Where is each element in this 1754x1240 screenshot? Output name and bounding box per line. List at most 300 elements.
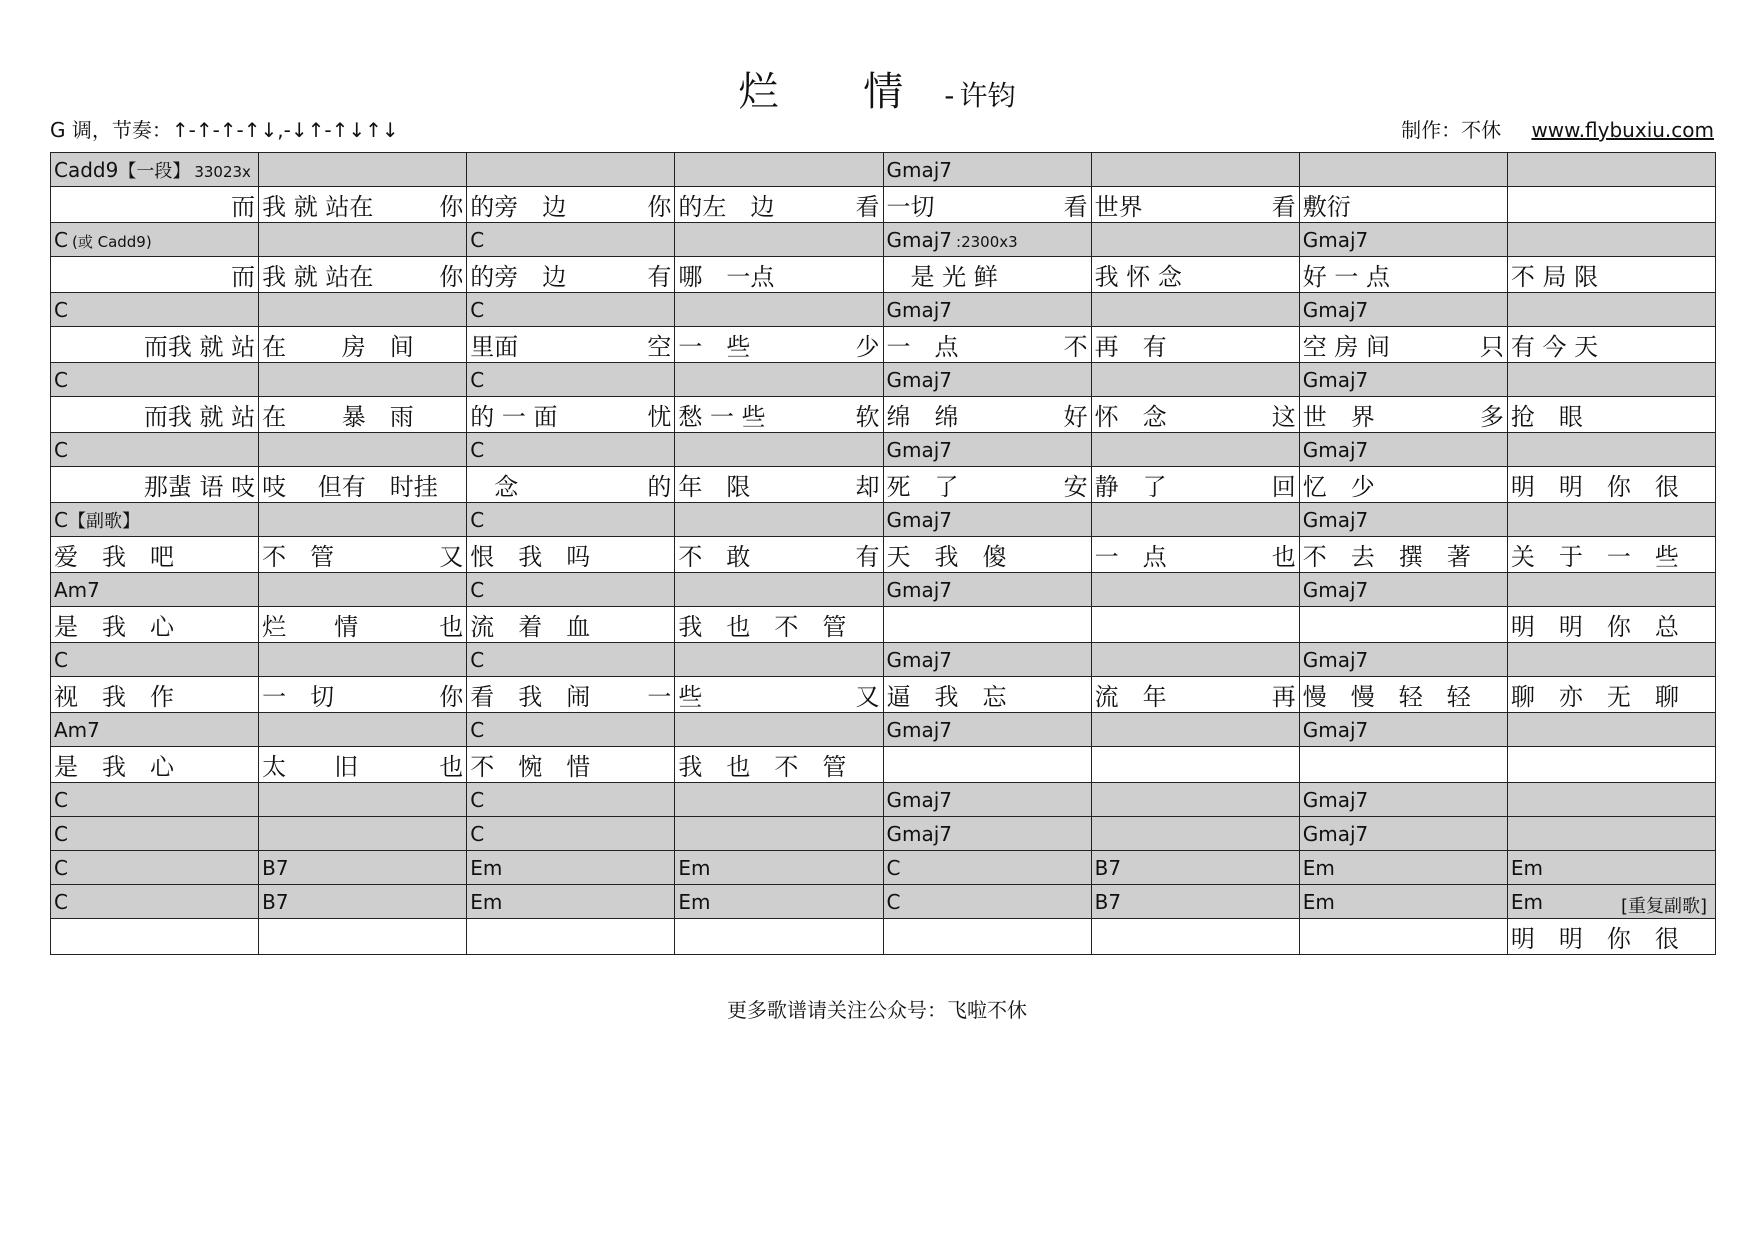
chord-cell (883, 573, 1091, 607)
credit-text: 制作：不休 (1401, 118, 1502, 142)
chord-cell (51, 885, 259, 919)
chord-cell (883, 503, 1091, 537)
chord-cell (467, 293, 675, 327)
chord-name: C (886, 889, 901, 914)
lyric-cell (1091, 397, 1299, 433)
lyric-cell (1299, 919, 1507, 955)
chord-cell (1299, 503, 1507, 537)
chord-cell (675, 433, 883, 467)
lyric-text: 恨 我 吗 (470, 543, 591, 571)
chord-cell (259, 643, 467, 677)
chord-cell (883, 433, 1091, 467)
lyric-cell (1507, 187, 1715, 223)
chord-cell (1507, 293, 1715, 327)
chord-name: C (54, 889, 68, 914)
lyric-cell (1299, 467, 1507, 503)
lyric-row (51, 919, 1716, 955)
chord-name: Em (470, 889, 503, 914)
chord-cell (1507, 433, 1715, 467)
lyric-cell (883, 327, 1091, 363)
lyric-pickup: 却 (855, 473, 880, 501)
chord-name: C (54, 787, 68, 812)
chord-note: (或 Cadd9) (71, 232, 152, 251)
lyric-cell (51, 677, 259, 713)
lyric-text: 一 些 (678, 333, 751, 361)
chord-cell (883, 713, 1091, 747)
chord-cell (467, 223, 675, 257)
key-rhythm-info: G 调，节奏：↑-↑-↑-↑↓,-↓↑-↑↓↑↓ (50, 118, 399, 142)
lyric-pickup: 又 (439, 543, 464, 571)
chord-name: Gmaj7 (1302, 647, 1369, 672)
lyric-cell (675, 607, 883, 643)
chord-cell (259, 573, 467, 607)
lyric-cell (259, 257, 467, 293)
lyric-pickup: 再 (1271, 683, 1296, 711)
chord-name: Gmaj7 (886, 227, 953, 252)
lyric-row (51, 677, 1716, 713)
chord-cell (1507, 573, 1715, 607)
chord-cell (467, 783, 675, 817)
lyric-cell (883, 919, 1091, 955)
chord-row (51, 643, 1716, 677)
lyric-cell (467, 747, 675, 783)
lyric-text: 视 我 作 (54, 683, 174, 711)
chord-cell (883, 817, 1091, 851)
lyric-cell (51, 747, 259, 783)
chord-cell (883, 885, 1091, 919)
chord-cell (1091, 851, 1299, 885)
chord-name: Gmaj7 (886, 297, 953, 322)
chord-cell (1091, 293, 1299, 327)
lyric-cell (675, 467, 883, 503)
lyric-row (51, 397, 1716, 433)
lyric-cell (883, 677, 1091, 713)
lyric-cell (675, 187, 883, 223)
lyric-text: 年 限 (678, 473, 751, 501)
chord-row (51, 433, 1716, 467)
lyric-pickup: 少 (855, 333, 880, 361)
chord-name: C (54, 297, 68, 322)
chord-cell (1091, 885, 1299, 919)
lyric-text: 愁 一 些 (678, 403, 766, 431)
chord-cell (1091, 713, 1299, 747)
lyric-text: 我 就 站在 (262, 263, 374, 291)
chord-name: Gmaj7 (1302, 787, 1369, 812)
lyric-cell (1091, 467, 1299, 503)
lyric-pickup: 你 (439, 263, 464, 291)
lyric-cell (1507, 607, 1715, 643)
lyric-cell (1299, 677, 1507, 713)
chord-cell (467, 643, 675, 677)
lyric-pickup: 你 (439, 193, 464, 221)
chord-row (51, 885, 1716, 919)
chord-name: C (54, 647, 68, 672)
chord-name: Gmaj7 (886, 437, 953, 462)
lyric-cell (675, 537, 883, 573)
lyric-pickup: 你 (439, 683, 464, 711)
chord-row (51, 713, 1716, 747)
lyric-pickup: 不 (1063, 333, 1088, 361)
lyric-pickup: 空 (647, 333, 672, 361)
footer-note: 更多歌谱请关注公众号：飞啦不休 (727, 998, 1027, 1022)
chord-cell (259, 503, 467, 537)
lyric-cell (1299, 187, 1507, 223)
chord-name: C (54, 437, 68, 462)
chord-cell (51, 363, 259, 397)
chord-cell (1299, 223, 1507, 257)
lyric-cell (1299, 257, 1507, 293)
chord-cell (1507, 817, 1715, 851)
chord-row (51, 573, 1716, 607)
chord-name: B7 (1094, 855, 1122, 880)
lyric-text: 明 明 你 总 (1510, 613, 1679, 641)
lyric-text: 太 旧 (262, 753, 359, 781)
chord-cell (675, 153, 883, 187)
chord-cell (259, 153, 467, 187)
lyric-row (51, 257, 1716, 293)
chord-name: Gmaj7 (886, 157, 953, 182)
chord-cell (1507, 363, 1715, 397)
lyric-cell (1507, 747, 1715, 783)
lyric-text: 不 惋 惜 (470, 753, 591, 781)
lyric-cell (467, 327, 675, 363)
chord-cell (1299, 573, 1507, 607)
chord-name: Cadd9 (54, 157, 119, 182)
credits (1401, 114, 1714, 143)
chord-cell (883, 851, 1091, 885)
lyric-cell (1507, 467, 1715, 503)
lyric-pickup: 那蜚 语 吱 (143, 473, 256, 501)
lyric-cell (259, 747, 467, 783)
chord-name: C (54, 855, 68, 880)
chord-cell (675, 573, 883, 607)
lyric-cell (1299, 607, 1507, 643)
lyric-cell (467, 397, 675, 433)
lyric-text: 关 于 一 些 (1510, 543, 1679, 571)
chord-cell (675, 503, 883, 537)
lyric-text: 念 (470, 473, 519, 501)
lyric-text: 一 切 (262, 683, 335, 711)
chord-cell (1299, 885, 1507, 919)
chord-name: Em (1510, 855, 1543, 880)
lyric-cell (1299, 327, 1507, 363)
chord-sheet-table (50, 152, 1716, 955)
lyric-pickup: 有 (647, 263, 672, 291)
repeat-marker: [重复副歌] (1620, 896, 1707, 917)
chord-cell (1091, 153, 1299, 187)
chord-cell (1299, 363, 1507, 397)
lyric-pickup: 也 (439, 613, 464, 641)
lyric-pickup: 又 (855, 683, 880, 711)
lyric-text: 我 也 不 管 (678, 753, 847, 781)
chord-name: C (886, 855, 901, 880)
chord-name: Gmaj7 (1302, 437, 1369, 462)
chord-row (51, 363, 1716, 397)
chord-cell (675, 783, 883, 817)
lyric-pickup: 看 (1271, 193, 1296, 221)
chord-name: Em (678, 889, 711, 914)
chord-cell (51, 817, 259, 851)
chord-cell (675, 817, 883, 851)
chord-cell (1091, 573, 1299, 607)
chord-cell (1091, 433, 1299, 467)
chord-name: Gmaj7 (886, 787, 953, 812)
chord-cell (675, 363, 883, 397)
chord-name: C (470, 507, 485, 532)
chord-name: C (470, 787, 485, 812)
lyric-text: 烂 情 (262, 613, 359, 641)
chord-cell (1507, 153, 1715, 187)
chord-cell (1507, 851, 1715, 885)
chord-name: Gmaj7 (886, 717, 953, 742)
lyric-text: 流 着 血 (470, 613, 591, 641)
chord-cell (1091, 503, 1299, 537)
website-link[interactable]: www.flybuxiu.com (1531, 118, 1714, 142)
lyric-cell (1091, 747, 1299, 783)
chord-cell (675, 223, 883, 257)
lyric-cell (51, 187, 259, 223)
lyric-text: 抢 眼 (1510, 403, 1583, 431)
lyric-cell (883, 747, 1091, 783)
chord-name: B7 (262, 889, 289, 914)
chord-cell (51, 573, 259, 607)
lyric-text: 忆 少 (1302, 473, 1375, 501)
lyric-cell (675, 397, 883, 433)
lyric-pickup: 也 (439, 753, 464, 781)
lyric-cell (259, 467, 467, 503)
chord-name: C (54, 227, 68, 252)
chord-cell (1507, 503, 1715, 537)
chord-cell (467, 153, 675, 187)
lyric-cell (1507, 327, 1715, 363)
lyric-pickup: 安 (1063, 473, 1088, 501)
lyric-text: 慢 慢 轻 轻 (1302, 683, 1471, 711)
lyric-text: 空 房 间 (1302, 333, 1391, 361)
chord-cell (1299, 851, 1507, 885)
lyric-cell (259, 327, 467, 363)
lyric-row (51, 467, 1716, 503)
lyric-text: 不 敢 (678, 543, 751, 571)
lyric-text: 怀 念 (1094, 403, 1167, 431)
chord-name: C (470, 821, 485, 846)
chord-name: Em (1510, 889, 1543, 914)
lyric-cell (467, 919, 675, 955)
chord-cell (1299, 713, 1507, 747)
chord-name: Gmaj7 (886, 367, 953, 392)
chord-cell (675, 643, 883, 677)
chord-name: C (470, 367, 485, 392)
lyric-cell (675, 257, 883, 293)
lyric-text: 逼 我 忘 (886, 683, 1007, 711)
chord-name: B7 (1094, 889, 1122, 914)
chord-cell (259, 713, 467, 747)
lyric-cell (1091, 257, 1299, 293)
song-title: 烂 情 (738, 69, 940, 115)
lyric-cell (883, 397, 1091, 433)
lyric-cell (51, 537, 259, 573)
chord-cell (51, 643, 259, 677)
lyric-text: 不 管 (262, 543, 335, 571)
chord-row (51, 851, 1716, 885)
chord-name: Em (1302, 855, 1335, 880)
lyric-text: 我 怀 念 (1094, 263, 1182, 291)
lyric-text: 吱 但有 时挂 (262, 473, 438, 501)
chord-cell (259, 293, 467, 327)
chord-name: Gmaj7 (1302, 821, 1369, 846)
song-header (0, 60, 1754, 117)
lyric-text: 在 暴 雨 (262, 403, 414, 431)
chord-cell (1507, 223, 1715, 257)
chord-cell (675, 851, 883, 885)
chord-cell (51, 433, 259, 467)
lyric-cell (1299, 537, 1507, 573)
chord-name: C (470, 577, 485, 602)
lyric-pickup: 你 (647, 193, 672, 221)
lyric-text: 不 去 撰 著 (1302, 543, 1471, 571)
lyric-text: 的 一 面 (470, 403, 558, 431)
section-label: 【一段】 (118, 160, 191, 182)
lyric-text: 些 (678, 683, 703, 711)
chord-cell (1507, 713, 1715, 747)
chord-cell (467, 573, 675, 607)
chord-cell (675, 293, 883, 327)
chord-name: C (54, 367, 68, 392)
lyric-pickup: 而 (231, 263, 256, 291)
chord-cell (1091, 643, 1299, 677)
lyric-pickup: 而 (231, 193, 256, 221)
chord-name: Gmaj7 (1302, 577, 1369, 602)
lyric-pickup: 好 (1063, 403, 1088, 431)
chord-name: Gmaj7 (1302, 297, 1369, 322)
lyric-text: 明 明 你 很 (1510, 925, 1679, 953)
chord-name: C (470, 717, 485, 742)
lyric-cell (883, 257, 1091, 293)
lyric-pickup: 的 (647, 473, 672, 501)
lyric-text: 好 一 点 (1302, 263, 1391, 291)
lyric-text: 世 界 (1302, 403, 1375, 431)
lyric-pickup: 看 (1063, 193, 1088, 221)
chord-cell (467, 885, 675, 919)
chord-name: C (470, 437, 485, 462)
chord-cell (1507, 783, 1715, 817)
chord-cell (675, 713, 883, 747)
chord-row (51, 293, 1716, 327)
lyric-pickup: 而我 就 站 (143, 403, 256, 431)
lyric-pickup: 这 (1271, 403, 1296, 431)
lyric-text: 我 也 不 管 (678, 613, 847, 641)
chord-cell (51, 153, 259, 187)
chord-cell (51, 503, 259, 537)
chord-name: C (470, 647, 485, 672)
lyric-cell (1091, 919, 1299, 955)
lyric-pickup: 软 (855, 403, 880, 431)
lyric-text: 是 我 心 (54, 613, 174, 641)
chord-cell (259, 885, 467, 919)
chord-name: B7 (262, 855, 289, 880)
lyric-row (51, 607, 1716, 643)
lyric-cell (1091, 537, 1299, 573)
lyric-text: 一切 (886, 193, 935, 221)
chord-note: :2300x3 (956, 232, 1018, 251)
chord-cell (1299, 433, 1507, 467)
lyric-cell (51, 397, 259, 433)
lyric-cell (51, 919, 259, 955)
chord-name: Em (470, 855, 503, 880)
chord-cell (1299, 783, 1507, 817)
lyric-cell (259, 187, 467, 223)
lyric-text: 死 了 (886, 473, 959, 501)
chord-row (51, 817, 1716, 851)
chord-cell (1091, 223, 1299, 257)
lyric-cell (467, 537, 675, 573)
lyric-row (51, 187, 1716, 223)
lyric-cell (1507, 397, 1715, 433)
chord-name: C (54, 507, 68, 532)
chord-cell (883, 363, 1091, 397)
section-label: 【副歌】 (67, 510, 140, 532)
lyric-cell (1507, 677, 1715, 713)
chord-cell (1507, 885, 1715, 919)
chord-name: C (54, 821, 68, 846)
chord-cell (883, 783, 1091, 817)
chord-cell (675, 885, 883, 919)
lyric-text: 静 了 (1094, 473, 1167, 501)
lyric-pickup: 一 (647, 683, 672, 711)
lyric-cell (467, 257, 675, 293)
chord-name: Gmaj7 (886, 577, 953, 602)
lyric-text: 流 年 (1094, 683, 1167, 711)
chord-row (51, 503, 1716, 537)
lyric-text: 世界 (1094, 193, 1143, 221)
lyric-text: 绵 绵 (886, 403, 959, 431)
lyric-pickup: 忧 (647, 403, 672, 431)
chord-row (51, 783, 1716, 817)
lyric-cell (1299, 747, 1507, 783)
lyric-cell (259, 677, 467, 713)
lyric-text: 的左 边 (678, 193, 775, 221)
lyric-cell (467, 607, 675, 643)
lyric-cell (1091, 327, 1299, 363)
lyric-text: 明 明 你 很 (1510, 473, 1679, 501)
chord-name: Gmaj7 (1302, 227, 1369, 252)
chord-cell (51, 783, 259, 817)
lyric-text: 的旁 边 (470, 193, 567, 221)
lyric-pickup: 多 (1479, 403, 1504, 431)
lyric-text: 不 局 限 (1510, 263, 1599, 291)
chord-cell (883, 293, 1091, 327)
lyric-text: 里面 (470, 333, 519, 361)
lyric-cell (259, 919, 467, 955)
lyric-cell (259, 537, 467, 573)
artist-name: 许钧 (959, 79, 1016, 112)
lyric-text: 爱 我 吧 (54, 543, 174, 571)
lyric-pickup: 看 (855, 193, 880, 221)
chord-cell (1091, 783, 1299, 817)
chord-cell (259, 433, 467, 467)
chord-name: Gmaj7 (886, 647, 953, 672)
lyric-text: 哪 一点 (678, 263, 775, 291)
lyric-cell (883, 187, 1091, 223)
chord-name: Gmaj7 (1302, 507, 1369, 532)
lyric-text: 天 我 傻 (886, 543, 1007, 571)
chord-cell (51, 293, 259, 327)
lyric-cell (1091, 607, 1299, 643)
chord-cell (883, 223, 1091, 257)
chord-cell (259, 783, 467, 817)
lyric-cell (51, 257, 259, 293)
lyric-cell (675, 747, 883, 783)
chord-cell (1299, 293, 1507, 327)
